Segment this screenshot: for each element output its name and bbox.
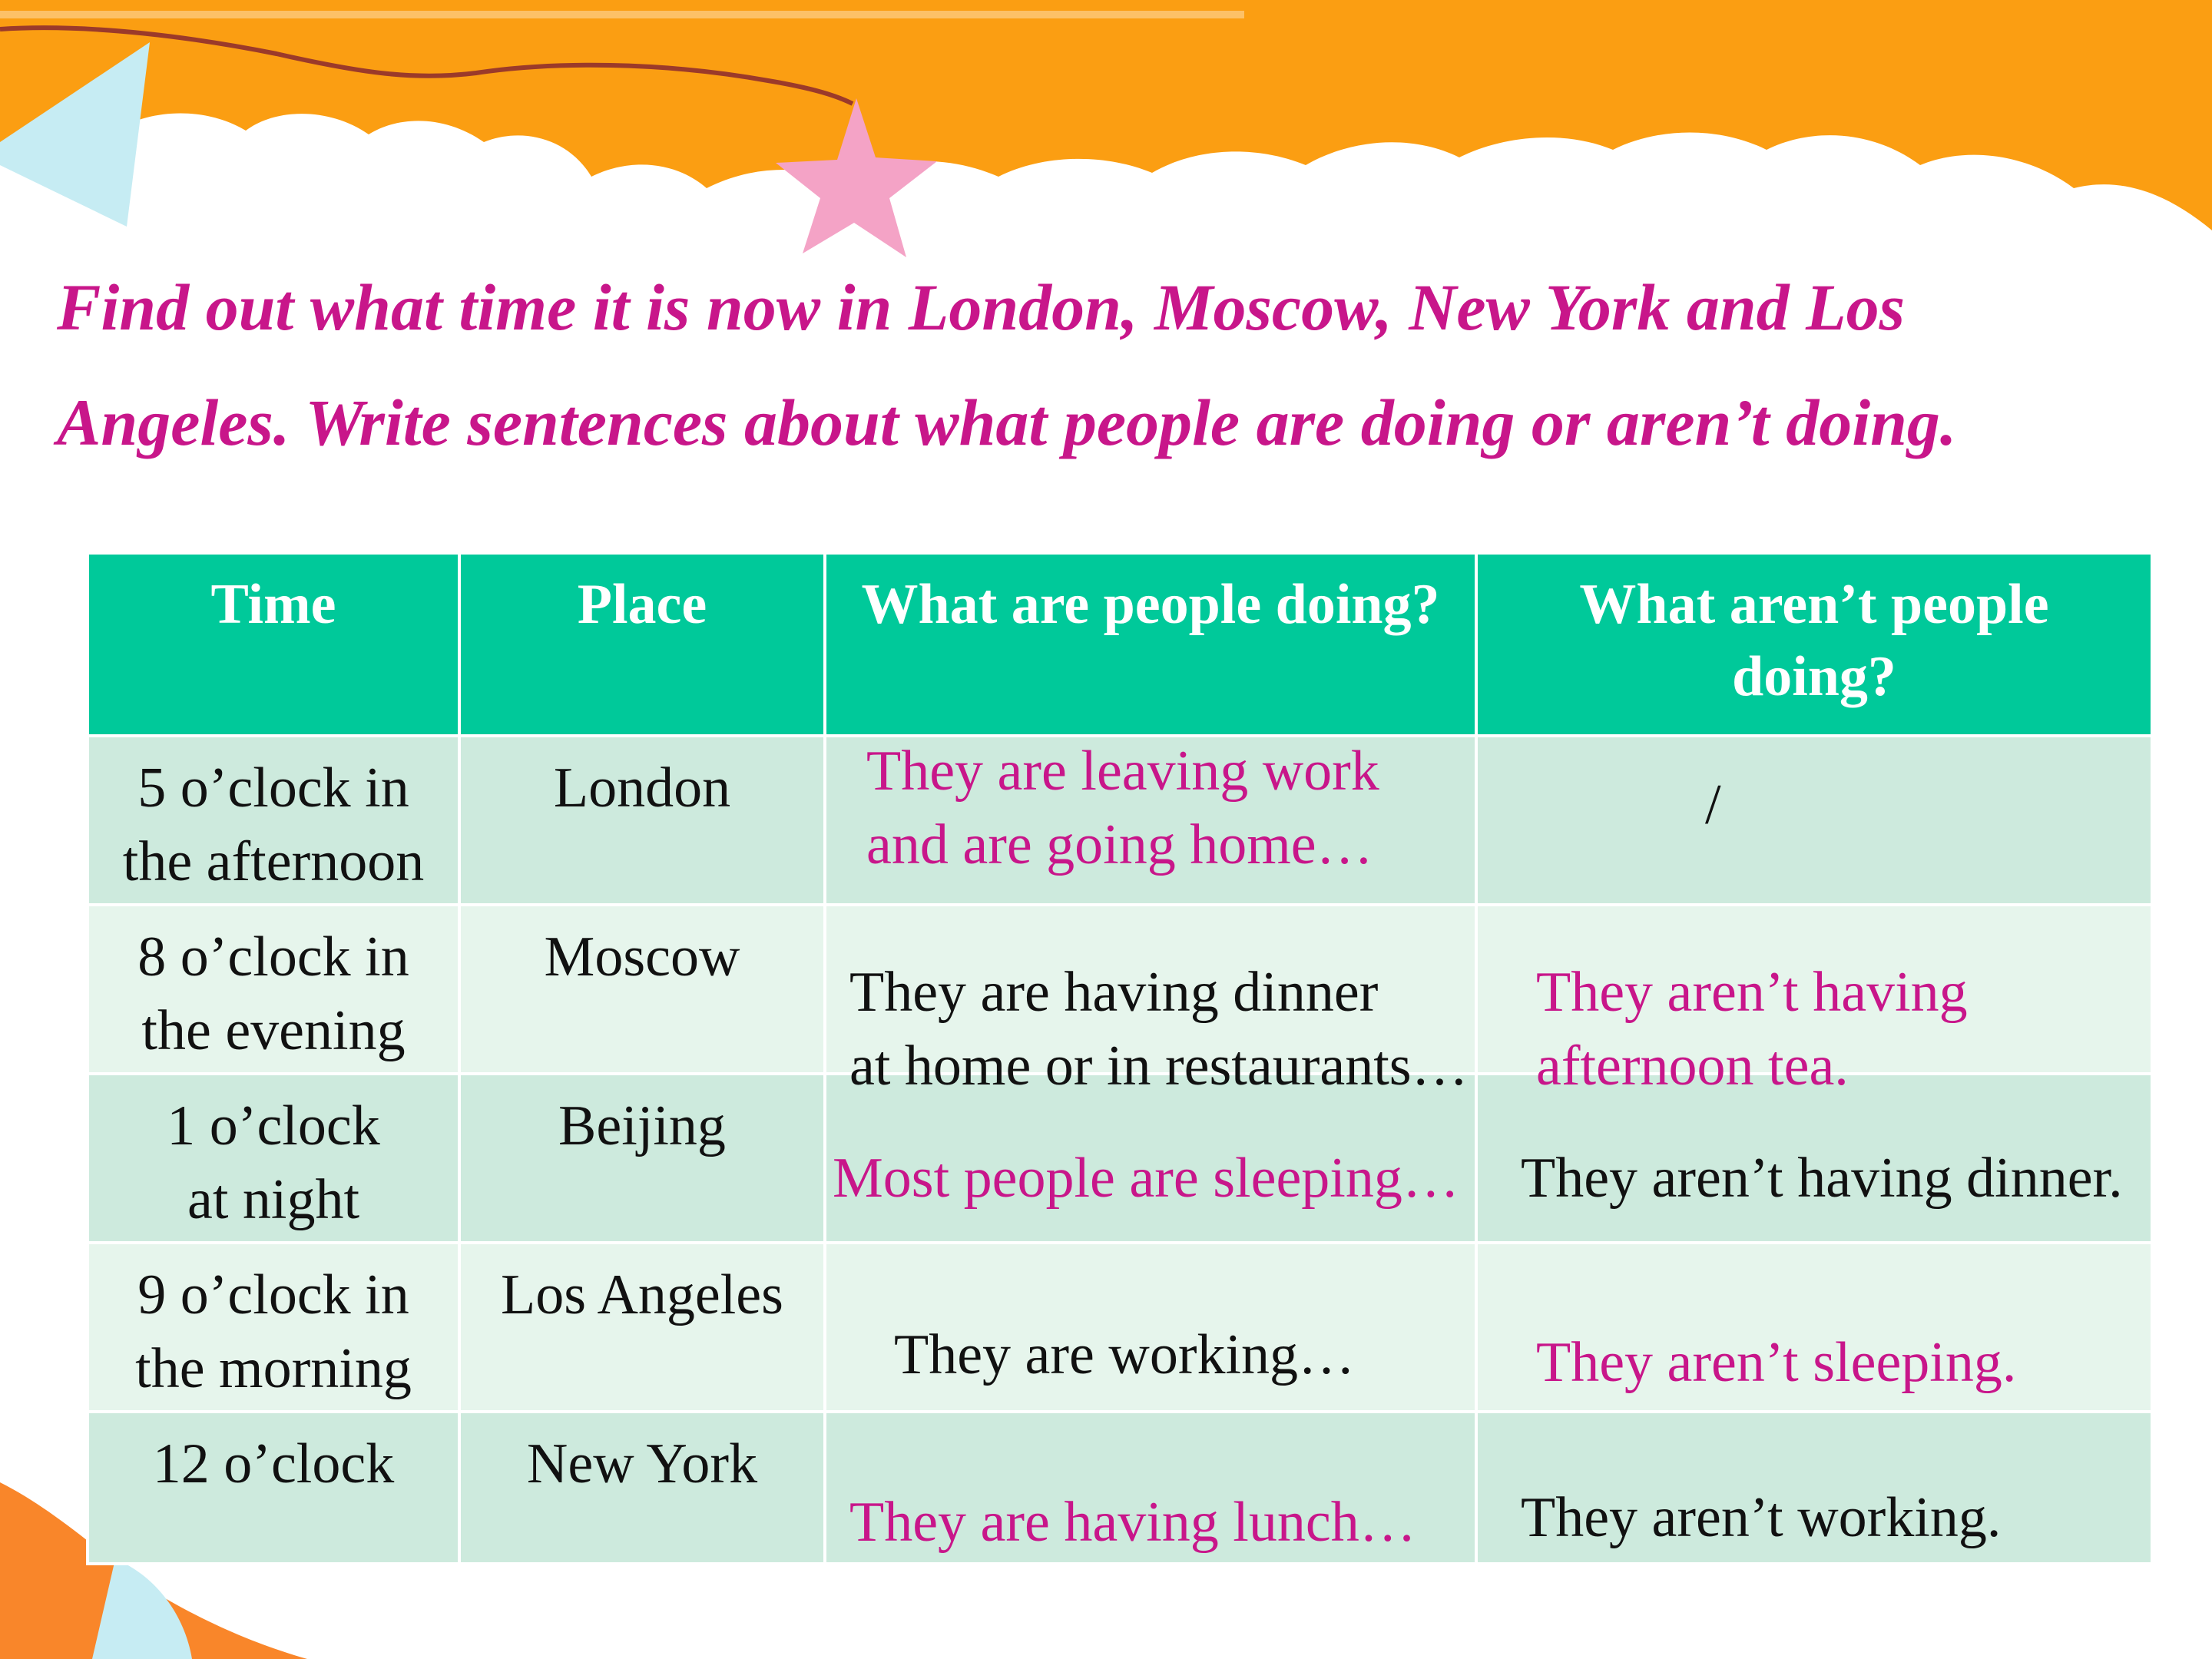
time-line-2: at night [187,1168,360,1231]
header-not-doing-label: What aren’t people doing? [1579,573,2049,708]
header-not-doing [1476,553,2152,736]
doing-cell [825,1243,1476,1412]
doing-text: Most people are sleeping… [833,1147,1459,1210]
place-cell: Los Angeles [459,1243,825,1412]
time-line-1: 8 o’clock in [137,926,409,988]
not-doing-text: They aren’t sleeping. [1536,1331,2017,1394]
orange-banner [0,0,2212,230]
not-doing-text: / [1705,773,1721,836]
doing-text: They are working… [894,1323,1356,1386]
doing-line-2: at home or in restaurants… [849,1035,1469,1098]
top-highlight [0,11,1244,18]
time-cell [88,1412,459,1564]
place-cell: New York [459,1412,825,1564]
doing-line-1: They are having dinner [849,961,1379,1024]
not-doing-cell [1476,905,2152,1098]
time-line-1: 5 o’clock in [137,757,409,820]
doing-line-2: and are going home… [866,813,1373,876]
not-doing-line-2: afternoon tea. [1536,1035,1849,1098]
time-line-1: 12 o’clock [152,1432,395,1495]
doing-line-1: They are leaving work [866,740,1379,803]
time-cell [88,1243,459,1412]
not-doing-text [1536,955,1968,1103]
not-doing-text: They aren’t having dinner. [1521,1147,2123,1210]
time-line-2: the morning [135,1337,412,1400]
not-doing-cell [1476,1412,2152,1564]
header-doing: What are people doing? [825,553,1476,736]
time-cell [88,905,459,1074]
doing-text [849,955,1469,1103]
table-row-london [88,736,2152,905]
time-line-2: the afternoon [122,830,425,893]
instruction-text [57,250,2192,480]
time-line-1: 1 o’clock [167,1094,380,1157]
time-line-2: the evening [141,999,406,1062]
not-doing-text: They aren’t working. [1521,1486,2002,1549]
table-row-moscow [88,905,2152,1074]
place-cell: London [459,736,825,905]
place-cell: Beijing [459,1074,825,1243]
instruction-line-1: Find out what time it is now in London, Moscow, New York and Los [57,270,1906,344]
header-time: Time [88,553,459,736]
not-doing-cell [1476,1243,2152,1412]
time-line-1: 9 o’clock in [137,1263,409,1326]
time-cell [88,736,459,905]
doing-cell [825,736,1476,905]
doing-text [866,734,1379,882]
instruction-line-2: Angeles. Write sentences about what people are doing or aren’t doing. [57,386,1957,459]
doing-text: They are having lunch… [849,1491,1416,1554]
doing-cell [825,905,1476,1098]
table-row-new-york [88,1412,2152,1564]
header-row [88,553,2152,736]
table-row-los-angeles [88,1243,2152,1412]
doing-cell [825,1412,1476,1564]
place-cell: Moscow [459,905,825,1074]
time-cell [88,1074,459,1243]
header-place: Place [459,553,825,736]
not-doing-line-1: They aren’t having [1536,961,1968,1024]
not-doing-cell [1476,736,2152,905]
time-zone-table [86,551,2154,1565]
